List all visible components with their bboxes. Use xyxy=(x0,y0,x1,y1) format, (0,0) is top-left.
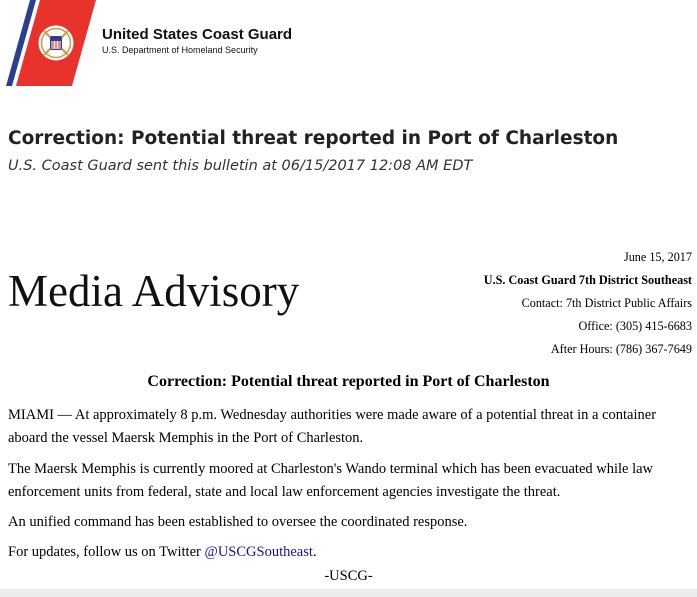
article-headline: Correction: Potential threat reported in Port of Charleston xyxy=(147,373,550,390)
bottom-bar xyxy=(0,589,697,597)
district-name: U.S. Coast Guard 7th District Southeast xyxy=(483,273,692,287)
paragraph-3: An unified command has been established to oversee the coordinated response. xyxy=(8,514,468,531)
media-advisory-heading: Media Advisory xyxy=(8,266,300,316)
signoff: -USCG- xyxy=(324,568,373,584)
bulletin-meta: U.S. Coast Guard sent this bulletin at 06/15/2017 12:08 AM EDT xyxy=(8,158,473,174)
contact-block xyxy=(392,246,692,361)
twitter-link[interactable]: @USCGSoutheast xyxy=(204,544,313,561)
paragraph-2: The Maersk Memphis is currently moored at Charleston's Wando terminal which has been evacuated while law enforcement units from federal, state and local law enforcement agencies investigate the threat. xyxy=(8,460,654,500)
paragraph-1: MIAMI — At approximately 8 p.m. Wednesday authorities were made aware of a potential threat in a container aboard the vessel Maersk Memphis in the Port of Charleston. xyxy=(8,407,657,447)
bulletin-title: Correction: Potential threat reported in Port of Charleston xyxy=(8,128,619,149)
office-phone: Office: (305) 415-6683 xyxy=(578,319,692,333)
header-banner xyxy=(0,0,697,86)
article-body xyxy=(8,404,693,572)
advisory-date: June 15, 2017 xyxy=(623,250,692,264)
agency-title: United States Coast Guard xyxy=(102,26,293,43)
paragraph-4-prefix: For updates, follow us on Twitter xyxy=(8,544,205,561)
agency-subtitle: U.S. Department of Homeland Security xyxy=(102,45,258,55)
paragraph-4 xyxy=(8,541,693,564)
after-hours-phone: After Hours: (786) 367-7649 xyxy=(550,342,692,356)
paragraph-4-suffix: . xyxy=(312,544,317,561)
coast-guard-stripe xyxy=(0,0,697,86)
coast-guard-seal-icon xyxy=(36,23,76,63)
contact-line: Contact: 7th District Public Affairs xyxy=(521,296,692,310)
